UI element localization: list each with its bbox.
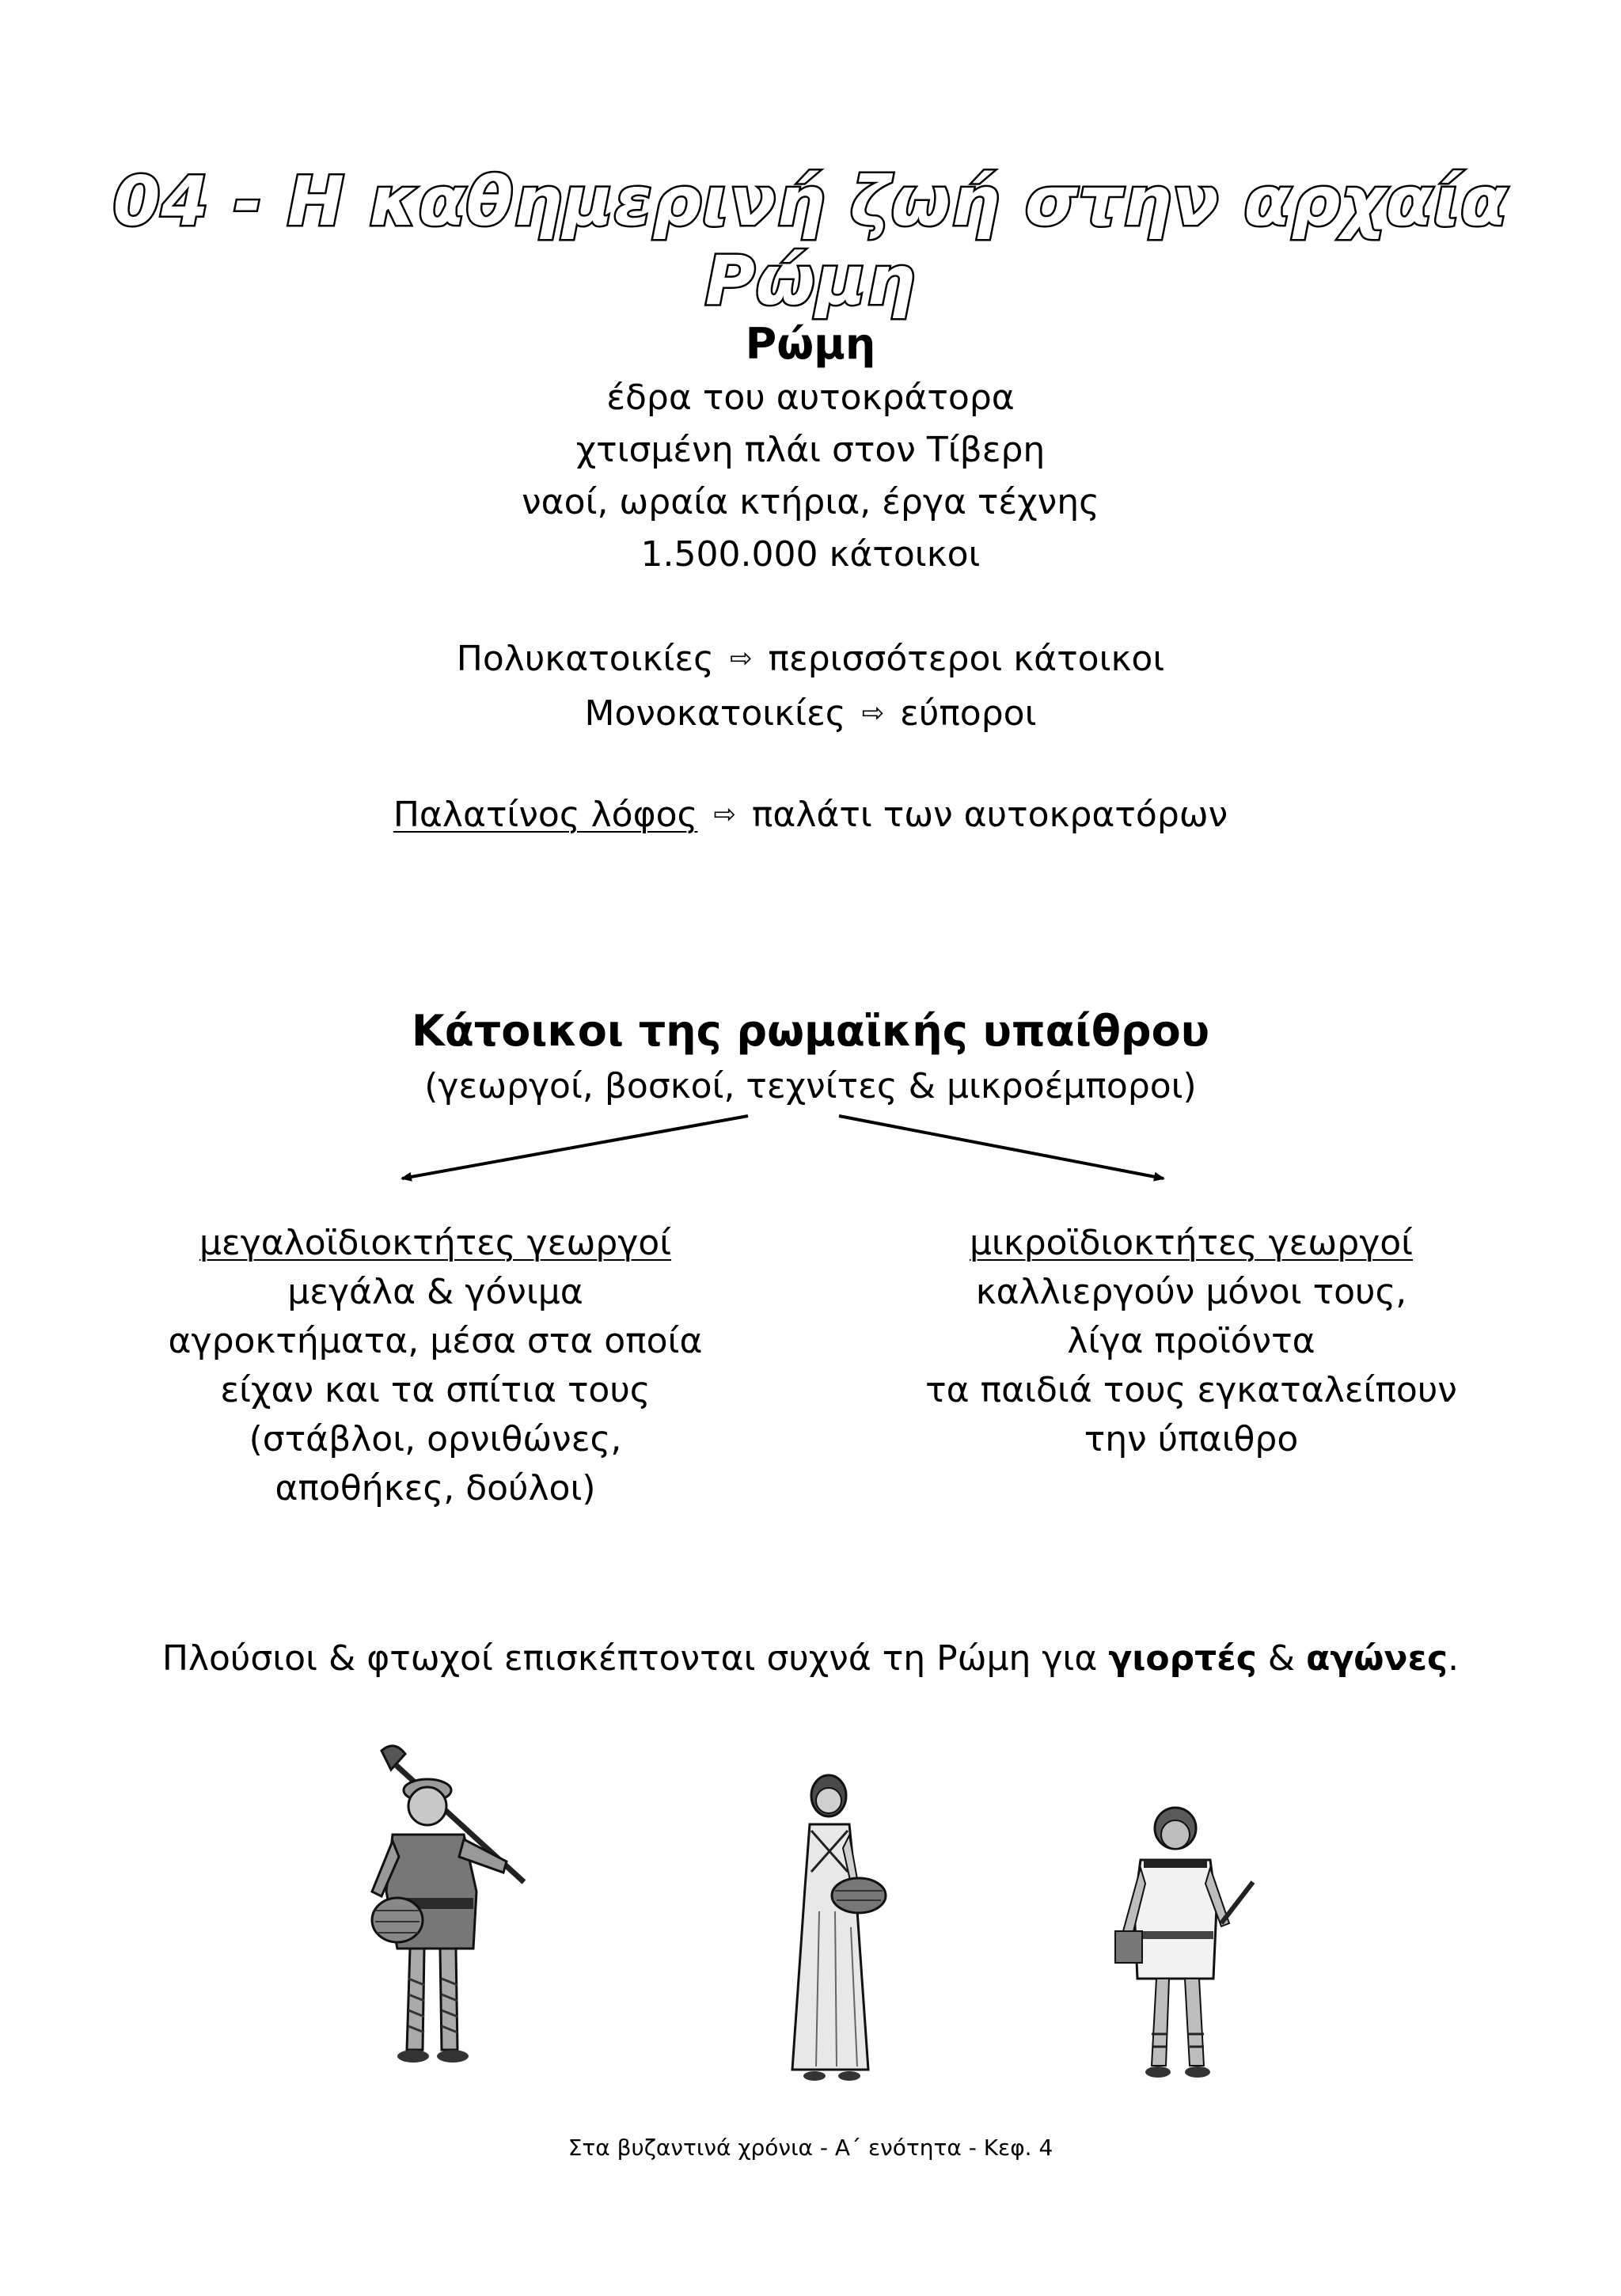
- small-landowners-line: την ύπαιθρο: [1084, 1419, 1299, 1459]
- closing-period: .: [1448, 1638, 1460, 1679]
- right-branch-arrow: [839, 1116, 1164, 1178]
- housing-type: Πολυκατοικίες: [456, 639, 714, 679]
- housing-line: [0, 633, 1621, 688]
- rome-heading: Ρώμη: [745, 319, 876, 369]
- right-arrow-icon: ⇨: [713, 799, 736, 830]
- palatine-hill-label: Παλατίνος λόφος: [393, 795, 698, 835]
- large-landowners-line: αποθήκες, δούλοι): [275, 1468, 596, 1509]
- rome-fact-line: έδρα του αυτοκράτορα: [606, 378, 1015, 418]
- small-landowners-line: τα παιδιά τους εγκαταλείπουν: [925, 1370, 1457, 1410]
- games-word: αγώνες: [1306, 1638, 1448, 1679]
- page-footer: Στα βυζαντινά χρόνια - Α΄ ενότητα - Κεφ. 4: [568, 2135, 1053, 2161]
- countryside-heading: Κάτοικοι της ρωμαϊκής υπαίθρου: [411, 1006, 1210, 1056]
- branch-arrows-diagram: [0, 1100, 1621, 1203]
- housing-type: Μονοκατοικίες: [584, 693, 846, 734]
- housing-residents: περισσότεροι κάτοικοι: [768, 639, 1165, 679]
- housing-line: [0, 688, 1621, 742]
- page-title: 04 - Η καθημερινή ζωή στην αρχαία Ρώμη: [112, 162, 1509, 321]
- small-landowners-column: [890, 1219, 1492, 1464]
- housing-list: [0, 633, 1621, 742]
- boy-with-stick-figure: [1112, 1797, 1262, 2097]
- palatine-hill-description: παλάτι των αυτοκρατόρων: [751, 795, 1228, 835]
- small-landowners-line: καλλιεργούν μόνοι τους,: [975, 1272, 1407, 1312]
- woman-with-basket-figure: [780, 1769, 890, 2101]
- rome-fact-line: χτισμένη πλάι στον Τίβερη: [575, 430, 1046, 470]
- palatine-line: [0, 789, 1621, 844]
- housing-residents: εύποροι: [900, 693, 1037, 734]
- closing-text: Πλούσιοι & φτωχοί επισκέπτονται συχνά τη Ρώμη για: [161, 1638, 1109, 1679]
- closing-sentence: [0, 1633, 1621, 1685]
- rome-fact-line: ναοί, ωραία κτήρια, έργα τέχνης: [522, 482, 1099, 522]
- large-landowners-line: (στάβλοι, ορνιθώνες,: [249, 1419, 622, 1459]
- closing-text: &: [1256, 1638, 1307, 1679]
- countryside-subheading: (γεωργοί, βοσκοί, τεχνίτες & μικροέμποροι): [424, 1066, 1197, 1106]
- large-landowners-line: είχαν και τα σπίτια τους: [220, 1370, 651, 1410]
- large-landowners-line: μεγάλα & γόνιμα: [287, 1272, 583, 1312]
- right-arrow-icon: ⇨: [729, 643, 753, 674]
- large-landowners-column: [135, 1219, 736, 1513]
- small-landowners-line: λίγα προϊόντα: [1067, 1321, 1315, 1361]
- rome-fact-line: 1.500.000 κάτοικοι: [640, 534, 981, 575]
- large-landowners-title: μεγαλοϊδιοκτήτες γεωργοί: [199, 1223, 672, 1263]
- farmer-with-hoe-figure: [340, 1741, 546, 2082]
- left-branch-arrow: [402, 1116, 748, 1178]
- small-landowners-title: μικροϊδιοκτήτες γεωργοί: [969, 1223, 1414, 1263]
- right-arrow-icon: ⇨: [861, 697, 885, 729]
- large-landowners-line: αγροκτήματα, μέσα στα οποία: [168, 1321, 703, 1361]
- festivals-word: γιορτές: [1108, 1638, 1257, 1679]
- rome-facts: [0, 372, 1621, 581]
